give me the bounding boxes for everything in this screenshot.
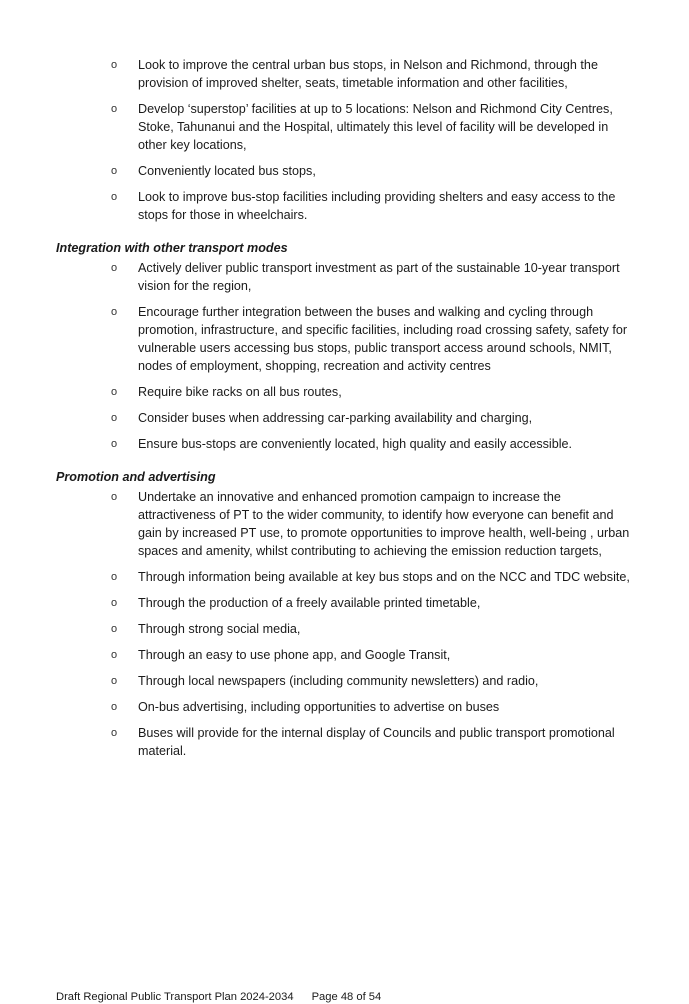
promotion-list	[0, 488, 689, 768]
bullet-icon: o	[111, 701, 118, 713]
list-item	[0, 303, 689, 375]
list-item	[0, 672, 689, 690]
bullet-icon: o	[111, 491, 118, 503]
list-item	[0, 646, 689, 664]
bullet-icon: o	[111, 438, 118, 450]
list-item-text: Through the production of a freely available printed timetable,	[138, 596, 481, 610]
list-item-text: Look to improve bus-stop facilities including providing shelters and easy access to the stops for those in wheelchairs.	[138, 190, 616, 222]
list-item-text: Actively deliver public transport investment as part of the sustainable 10-year transport vision for the region,	[138, 261, 620, 293]
bullet-icon: o	[111, 727, 118, 739]
list-item-text: Require bike racks on all bus routes,	[138, 385, 342, 399]
list-item	[0, 620, 689, 638]
bullet-icon: o	[111, 412, 118, 424]
integration-list	[0, 259, 689, 461]
bus-stop-list	[0, 56, 689, 232]
list-item-text: Through an easy to use phone app, and Google Transit,	[138, 648, 451, 662]
list-item-text: Ensure bus-stops are conveniently located, high quality and easily accessible.	[138, 437, 573, 451]
bullet-icon: o	[111, 623, 118, 635]
list-item-text: Buses will provide for the internal display of Councils and public transport promotional material.	[138, 726, 615, 758]
bullet-icon: o	[111, 191, 118, 203]
list-item	[0, 188, 689, 224]
bullet-icon: o	[111, 165, 118, 177]
list-item	[0, 409, 689, 427]
bullet-icon: o	[111, 103, 118, 115]
list-item-text: Through strong social media,	[138, 622, 301, 636]
list-item-text: Through local newspapers (including community newsletters) and radio,	[138, 674, 539, 688]
list-item-text: On-bus advertising, including opportunities to advertise on buses	[138, 700, 500, 714]
list-item	[0, 435, 689, 453]
section-heading-promotion: Promotion and advertising	[56, 470, 216, 484]
list-item	[0, 488, 689, 560]
list-item	[0, 56, 689, 92]
list-item	[0, 594, 689, 612]
bullet-icon: o	[111, 306, 118, 318]
list-item	[0, 259, 689, 295]
page-footer	[56, 990, 381, 1004]
list-item	[0, 568, 689, 586]
page-number: Page 48 of 54	[311, 991, 382, 1003]
bullet-icon: o	[111, 386, 118, 398]
list-item	[0, 100, 689, 154]
list-item	[0, 383, 689, 401]
list-item-text: Consider buses when addressing car-parking availability and charging,	[138, 411, 533, 425]
list-item-text: Through information being available at key bus stops and on the NCC and TDC website,	[138, 570, 630, 584]
bullet-icon: o	[111, 262, 118, 274]
list-item	[0, 724, 689, 760]
bullet-icon: o	[111, 597, 118, 609]
bullet-icon: o	[111, 675, 118, 687]
section-heading-integration: Integration with other transport modes	[56, 241, 288, 255]
bullet-icon: o	[111, 571, 118, 583]
list-item-text: Look to improve the central urban bus stops, in Nelson and Richmond, through the provision of improved shelter, seats, timetable information and other facilities,	[138, 58, 598, 90]
list-item-text: Undertake an innovative and enhanced promotion campaign to increase the attractiveness of PT to the wider community, to identify how everyone can benefit and gain by increased PT use, to promote opportunities to improve health, well-being , urban spaces and amenity, whilst contributing to achieving the emission reduction targets,	[138, 490, 630, 558]
bullet-icon: o	[111, 59, 118, 71]
list-item-text: Encourage further integration between the buses and walking and cycling through promotion, infrastructure, and specific facilities, including road crossing safety, safety for vulnerable users accessing bus stops, public transport access around schools, NMIT, nodes of employment, shopping, recreation and activity centres	[138, 305, 628, 373]
list-item	[0, 698, 689, 716]
footer-title: Draft Regional Public Transport Plan 2024-2034	[56, 991, 294, 1003]
list-item-text: Conveniently located bus stops,	[138, 164, 316, 178]
list-item-text: Develop ‘superstop’ facilities at up to 5 locations: Nelson and Richmond City Centres, Stoke, Tahunanui and the Hospital, ultimately this level of facility will be developed in other key locations,	[138, 102, 613, 152]
bullet-icon: o	[111, 649, 118, 661]
list-item	[0, 162, 689, 180]
